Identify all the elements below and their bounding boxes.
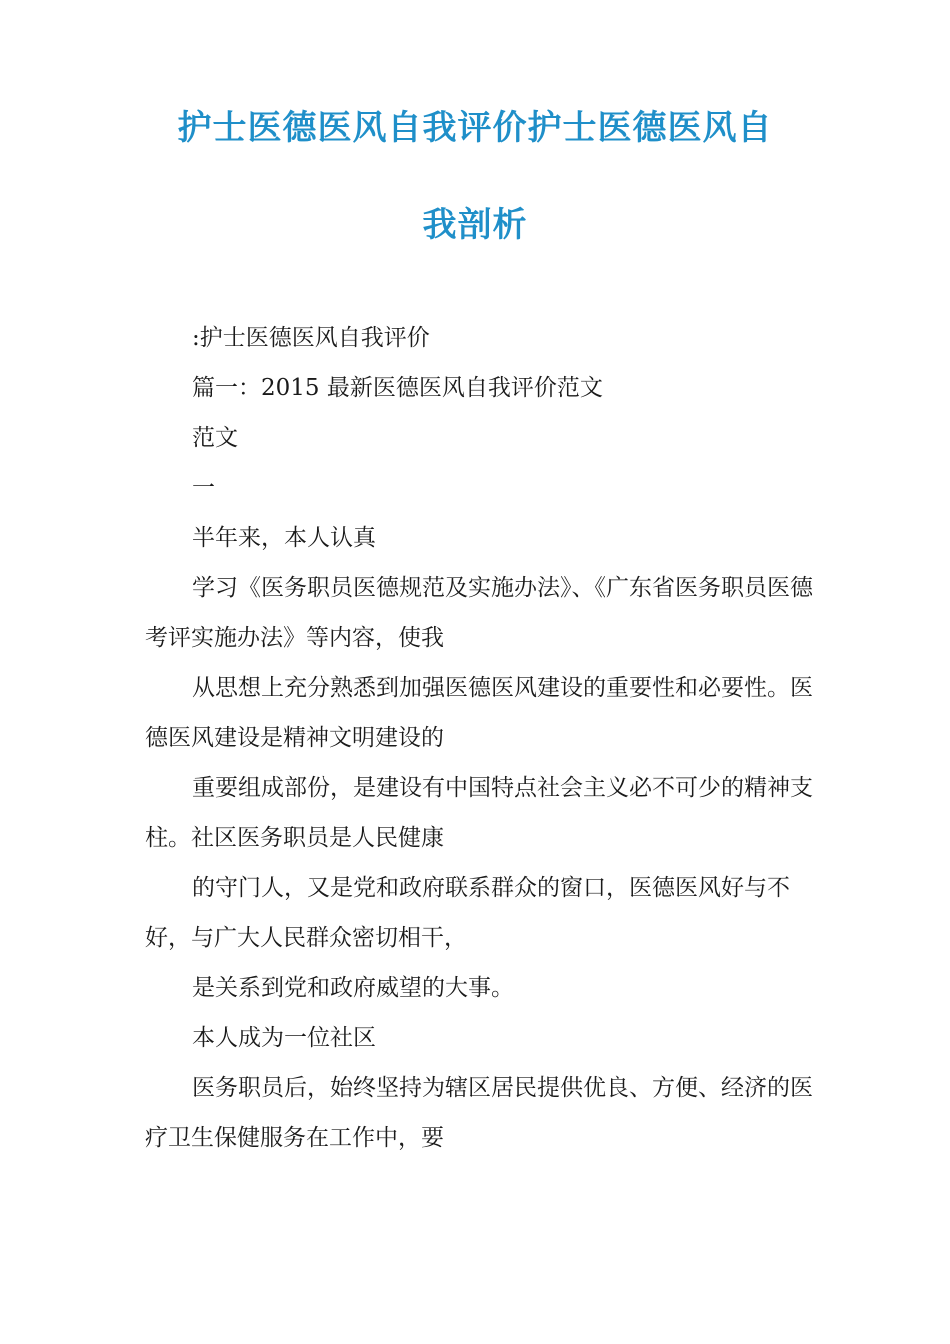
document-body: [145, 313, 815, 1163]
paragraph: :护士医德医风自我评价: [192, 325, 430, 351]
document-title-line-2: 我剖析: [422, 205, 528, 245]
paragraph: 半年来，本人认真: [192, 525, 376, 551]
document-title-line-1: 护士医德医风自我评价护士医德医风自: [177, 108, 773, 148]
paragraph: 本人成为一位社区: [192, 1025, 376, 1051]
paragraph: 范文: [192, 425, 238, 451]
paragraph: 一: [192, 475, 215, 501]
paragraph: 重要组成部份，是建设有中国特点社会主义必不可少的精神支柱。社区医务职员是人民健康: [145, 775, 813, 851]
paragraph: 篇一：2015 最新医德医风自我评价范文: [192, 375, 603, 401]
paragraph: 是关系到党和政府威望的大事。: [192, 975, 514, 1001]
paragraph: 学习《医务职员医德规范及实施办法》、《广东省医务职员医德考评实施办法》等内容，使我: [145, 575, 813, 651]
paragraph: 的守门人，又是党和政府联系群众的窗口，医德医风好与不好，与广大人民群众密切相干，: [145, 875, 790, 951]
paragraph: 医务职员后，始终坚持为辖区居民提供优良、方便、经济的医疗卫生保健服务在工作中，要: [145, 1075, 813, 1151]
paragraph: 从思想上充分熟悉到加强医德医风建设的重要性和必要性。医德医风建设是精神文明建设的: [145, 675, 813, 751]
